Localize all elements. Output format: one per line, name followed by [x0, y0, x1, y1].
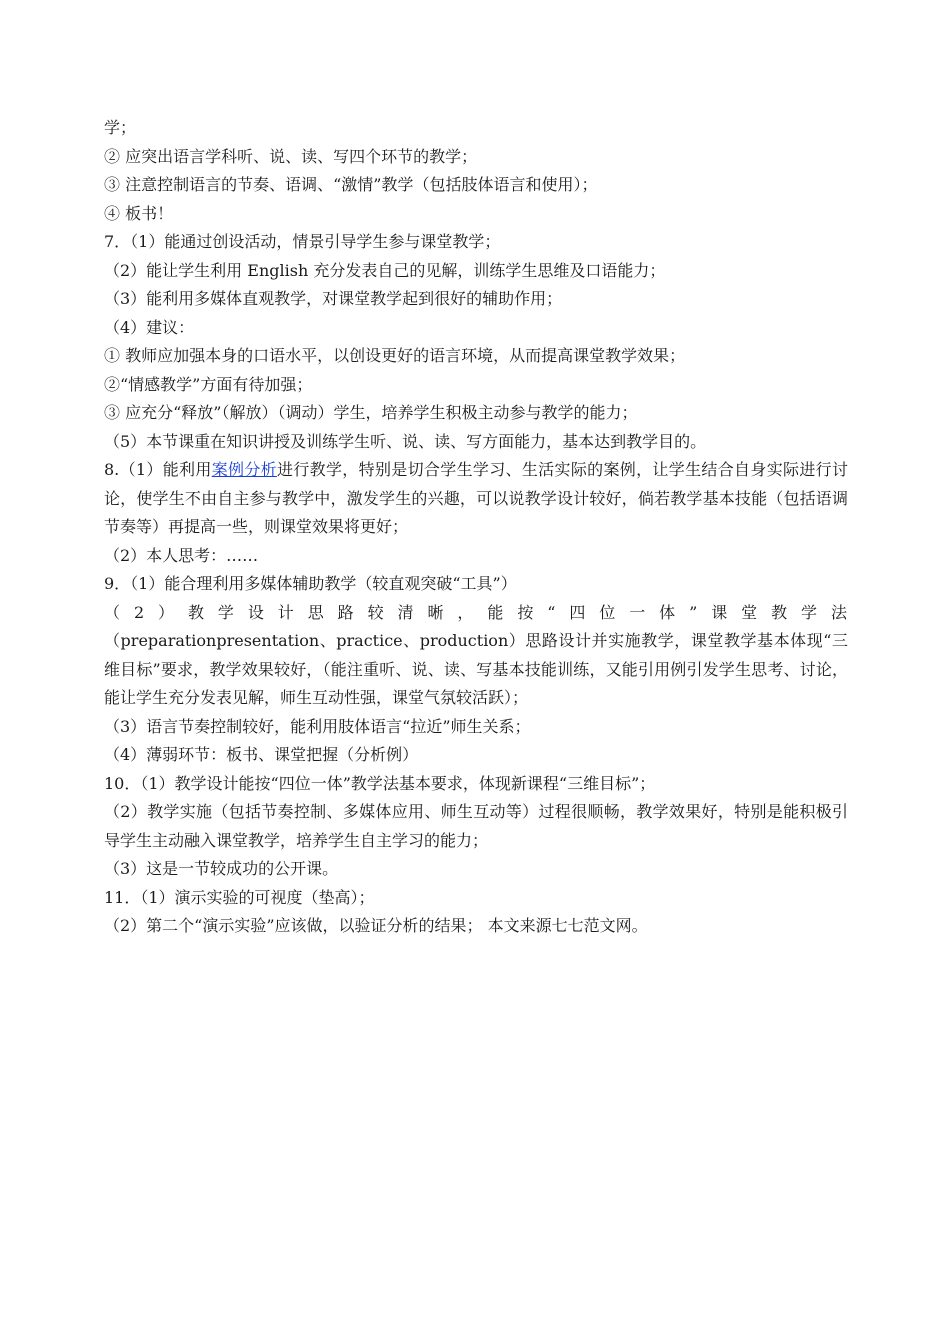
item-9-heading: 9．（1）能合理利用多媒体辅助教学（较直观突破“工具”）	[104, 574, 517, 593]
text-line: ④ 板书！	[104, 203, 174, 223]
item-7-heading: 7．（1）能通过创设活动，情景引导学生参与课堂教学；	[104, 232, 501, 251]
item-8-paragraph	[104, 456, 848, 542]
text-line: ③ 应充分“释放”（解放）（调动）学生，培养学生积极主动参与教学的能力；	[104, 403, 638, 422]
text-line: ③ 注意控制语言的节奏、语调、“激情”教学（包括肢体语言和使用）；	[104, 175, 598, 194]
item-9-2-first-line: （2）教学设计思路较清晰，能按“四位一体”课堂教学法	[104, 602, 848, 622]
text-line: （3）这是一节较成功的公开课。	[104, 859, 339, 878]
text-line: （2）第二个“演示实验”应该做，以验证分析的结果； 本文来源七七范文网。	[104, 916, 648, 935]
text-line: （2）能让学生利用 English 充分发表自己的见解，训练学生思维及口语能力；	[104, 260, 666, 280]
text-line: （5）本节课重在知识讲授及训练学生听、说、读、写方面能力，基本达到教学目的。	[104, 431, 707, 451]
text-line: （3）能利用多媒体直观教学，对课堂教学起到很好的辅助作用；	[104, 289, 563, 308]
text-line: ②“情感教学”方面有待加强；	[104, 374, 313, 394]
text-line: ① 教师应加强本身的口语水平，以创设更好的语言环境，从而提高课堂教学效果；	[104, 346, 686, 365]
item-8-text-after: 进行教学，特别是切合学生学习、生活实际的案例，让学生结合自身实际进行讨论，使学生不由自主参与教学中，激发学生的兴趣，可以说教学设计较好，倘若教学基本技能（包括语调节奏等）再提高一些，则课堂效果将更好；	[104, 460, 848, 536]
text-line: （2）本人思考：……	[104, 545, 259, 565]
text-line: ② 应突出语言学科听、说、读、写四个环节的教学；	[104, 146, 478, 166]
item-8-text-before: 8.（1）能利用	[104, 460, 212, 479]
text-line: （4）薄弱环节：板书、课堂把握（分析例）	[104, 745, 419, 764]
text-line: 学；	[104, 118, 137, 137]
item-9-2-paragraph: （preparationpresentation、practice、production）思路设计并实施教学，课堂教学基本体现“三维目标”要求，教学效果较好，（能注重听、说、读、写基本技能训练，又能引用例引发学生思考、讨论，能让学生充分发表见解，师生互动性强，课堂气氛较活跃）；	[104, 631, 848, 707]
item-11-heading: 11．（1）演示实验的可视度（垫高）；	[104, 887, 375, 907]
document-page	[104, 114, 848, 941]
item-10-heading: 10．（1）教学设计能按“四位一体”教学法基本要求，体现新课程“三维目标”；	[104, 773, 656, 793]
text-line: （3）语言节奏控制较好，能利用肢体语言“拉近”师生关系；	[104, 716, 531, 736]
item-10-2-paragraph: （2）教学实施（包括节奏控制、多媒体应用、师生互动等）过程很顺畅，教学效果好，特别是能积极引导学生主动融入课堂教学，培养学生自主学习的能力；	[104, 802, 848, 850]
text-line: （4）建议：	[104, 317, 195, 337]
case-analysis-link[interactable]: 案例分析	[211, 460, 278, 479]
